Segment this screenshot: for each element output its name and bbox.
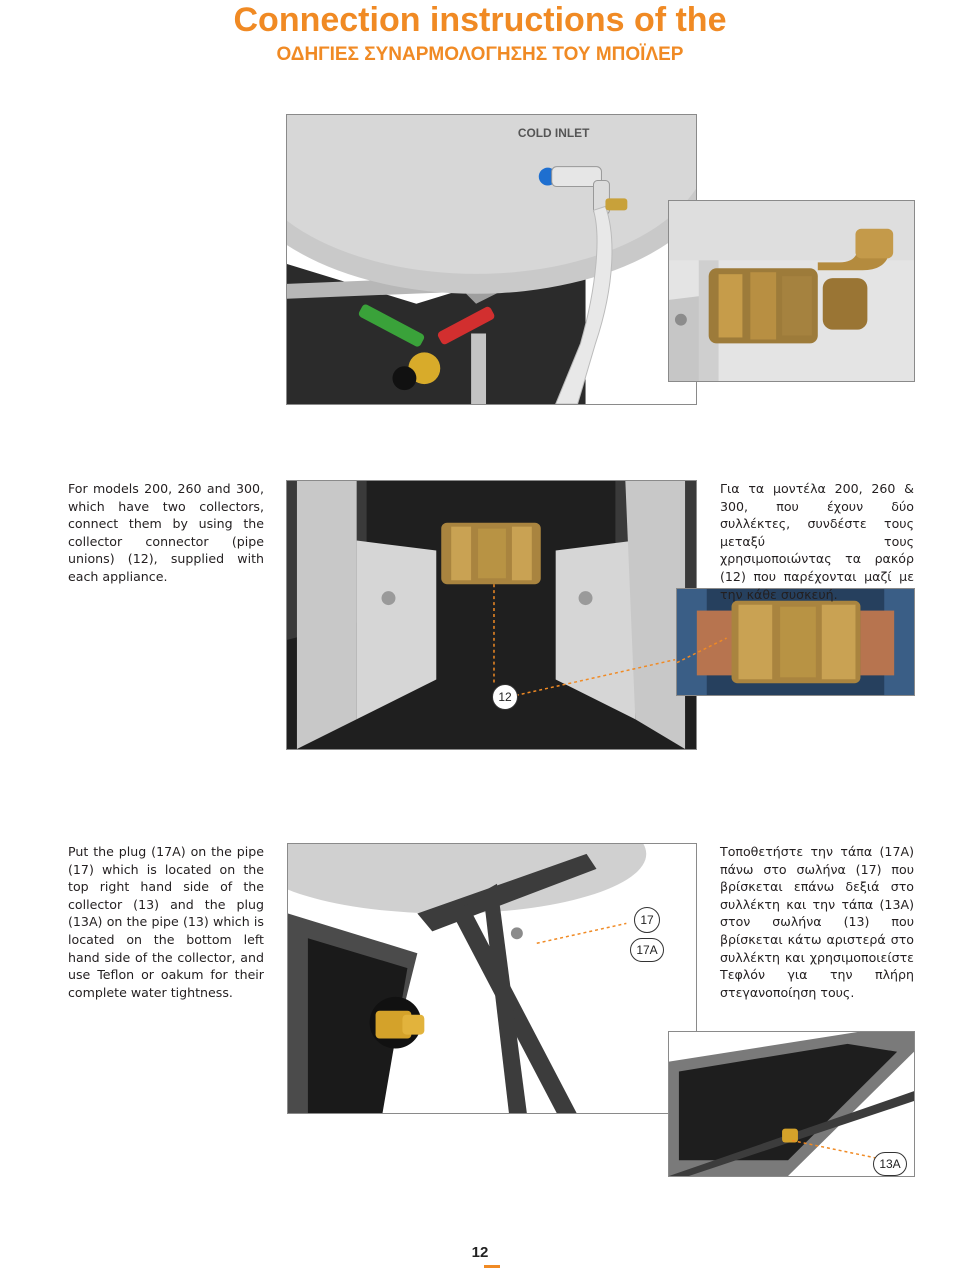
instruction-text-en-1: For models 200, 260 and 300, which have two collectors, connect them by using the collector connector (pipe unions) (12), supplied with each appliance. <box>68 481 264 584</box>
callout-17a: 17A <box>630 938 664 962</box>
photo-boiler-cold-inlet <box>286 114 697 405</box>
instruction-text-gr-1: Για τα μοντέλα 200, 260 & 300, που έχουν δύο συλλέκτες, συνδέστε τους μεταξύ τους χρησιμοποιώντας τα ρακόρ (12) που παρέχονται μαζί με την κάθε συσκευή. <box>720 481 914 602</box>
instruction-text-en-2: Put the plug (17A) on the pipe (17) which is located on the top right hand side of the collector (13) and the plug (13A) on the pipe (13) which is located on the bottom left hand side of the collector, and use Teflon or oakum for their complete water tightness. <box>68 844 264 1000</box>
instruction-text-gr-2: Τοποθετήστε την τάπα (17Α) πάνω στο σωλήνα (17) που βρίσκεται επάνω δεξιά στο συλλέκτη και την τάπα (13Α) στον σωλήνα (13) που βρίσκεται κάτω αριστερά στο συλλέκτη και χρησιμοποιείστε Τεφλόν για την πλήρη στεγανοποίηση τους. <box>720 844 914 1000</box>
callout-13a: 13A <box>873 1152 907 1176</box>
callout-12-photo3: 12 <box>492 684 518 710</box>
page-number: 12 <box>471 1244 489 1261</box>
page-subtitle-greek: ΟΔΗΓΙΕΣ ΣΥΝΑΡΜΟΛΟΓΗΣΗΣ ΤΟΥ ΜΠΟΪΛΕΡ <box>276 44 684 65</box>
photo-collector-plug <box>287 843 697 1114</box>
page-title: Connection instructions of the <box>233 1 727 39</box>
cold-inlet-label: COLD INLET <box>517 125 590 140</box>
photo-brass-elbow-fitting <box>668 200 915 382</box>
callout-17: 17 <box>634 907 660 933</box>
page-number-underline <box>484 1265 500 1268</box>
photo-pipe-union-closeup <box>676 588 915 696</box>
photo-collector-connector <box>286 480 697 750</box>
